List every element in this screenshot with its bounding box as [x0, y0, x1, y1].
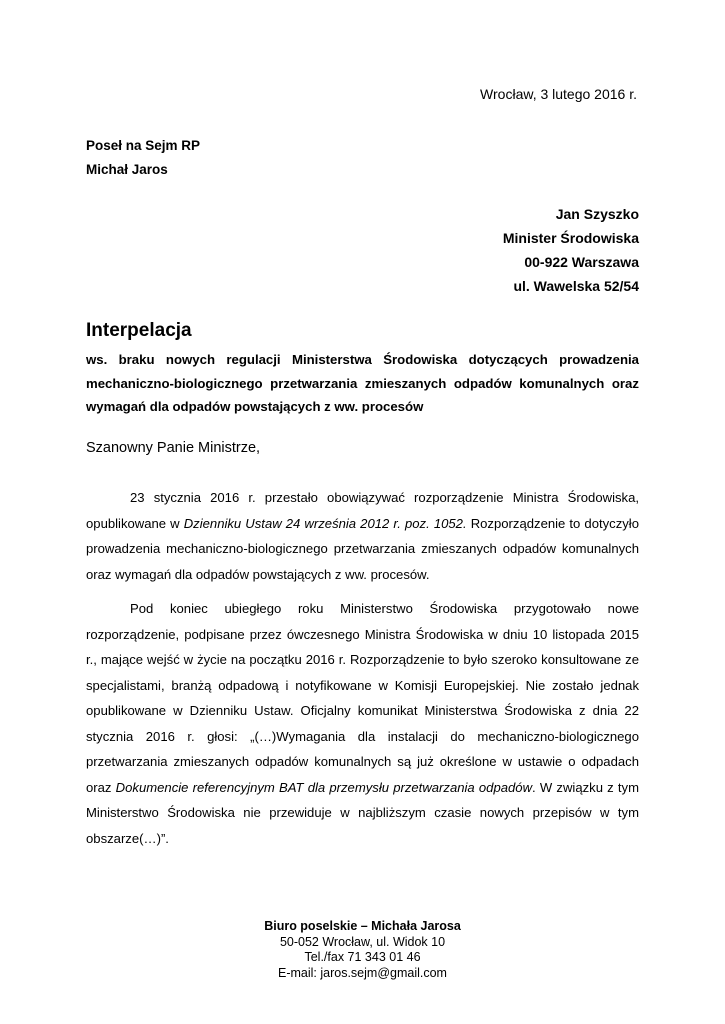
salutation: Szanowny Panie Ministrze, [86, 440, 261, 456]
footer-phone: Tel./fax 71 343 01 46 [304, 950, 421, 964]
place-date: Wrocław, 3 lutego 2016 r. [480, 86, 637, 102]
paragraph-1-text-a: 23 stycznia 2016 r. przestało obowiązywać rozporządzenie Ministra Środowiska, opublikowane w [86, 490, 639, 531]
recipient-street: ul. Wawelska 52/54 [513, 278, 639, 294]
paragraph-1 [86, 485, 639, 587]
recipient-city: 00-922 Warszawa [524, 254, 639, 270]
footer-office: Biuro poselskie – Michała Jarosa [264, 919, 461, 933]
sender-title: Poseł na Sejm RP [86, 138, 201, 153]
paragraph-1-text-c: Rozporządzenie to dotyczyło prowadzenia mechaniczno-biologicznego przetwarzania zmieszanych odpadów komunalnych oraz wymagań dla odpadów powstających z ww. procesów. [86, 515, 639, 582]
paragraph-2-text-a: Pod koniec ubiegłego roku Ministerstwo Środowiska przygotowało nowe rozporządzenie, podpisane przez ówczesnego Ministra Środowiska w dniu 10 listopada 2015 r., mające wejść w życie na początku 2016 r. Rozporządzenie to było szeroko konsultowane ze specjalistami, branżą odpadową i notyfikowane w Komisji Europejskiej. Nie zostało jednak opublikowane w Dzienniku Ustaw. Oficjalny komunikat Ministerstwa Środowiska z dnia 22 stycznia 2016 r. głosi: „(…)Wymagania dla instalacji do mechaniczno-biologicznego przetwarzania zmieszanych odpadów komunalnych są już określone w ustawie o odpadach oraz [86, 601, 639, 795]
recipient-name: Jan Szyszko [555, 206, 639, 222]
footer [0, 919, 725, 981]
paragraph-2-citation: Dokumencie referencyjnym BAT dla przemysłu przetwarzania odpadów [115, 779, 533, 795]
sender-name: Michał Jaros [86, 162, 168, 177]
paragraph-2 [86, 596, 639, 851]
document-subject: ws. braku nowych regulacji Ministerstwa Środowiska dotyczących prowadzenia mechaniczno-biologicznego przetwarzania zmieszanych odpadów komunalnych oraz wymagań dla odpadów powstających z ww. procesów [86, 352, 639, 414]
paragraph-1-citation: Dzienniku Ustaw 24 września 2012 r. poz. 1052. [183, 515, 467, 531]
footer-email: E-mail: jaros.sejm@gmail.com [278, 965, 447, 980]
paragraph-2-text-c: . W związku z tym Ministerstwo Środowiska nie przewiduje w najbliższym czasie nowych przepisów w tym obszarze(…)”. [86, 779, 639, 846]
recipient-position: Minister Środowiska [502, 230, 639, 246]
document-title: Interpelacja [86, 320, 192, 341]
recipient-block [503, 202, 639, 298]
footer-address: 50-052 Wrocław, ul. Widok 10 [279, 934, 446, 949]
sender-block [86, 134, 200, 182]
